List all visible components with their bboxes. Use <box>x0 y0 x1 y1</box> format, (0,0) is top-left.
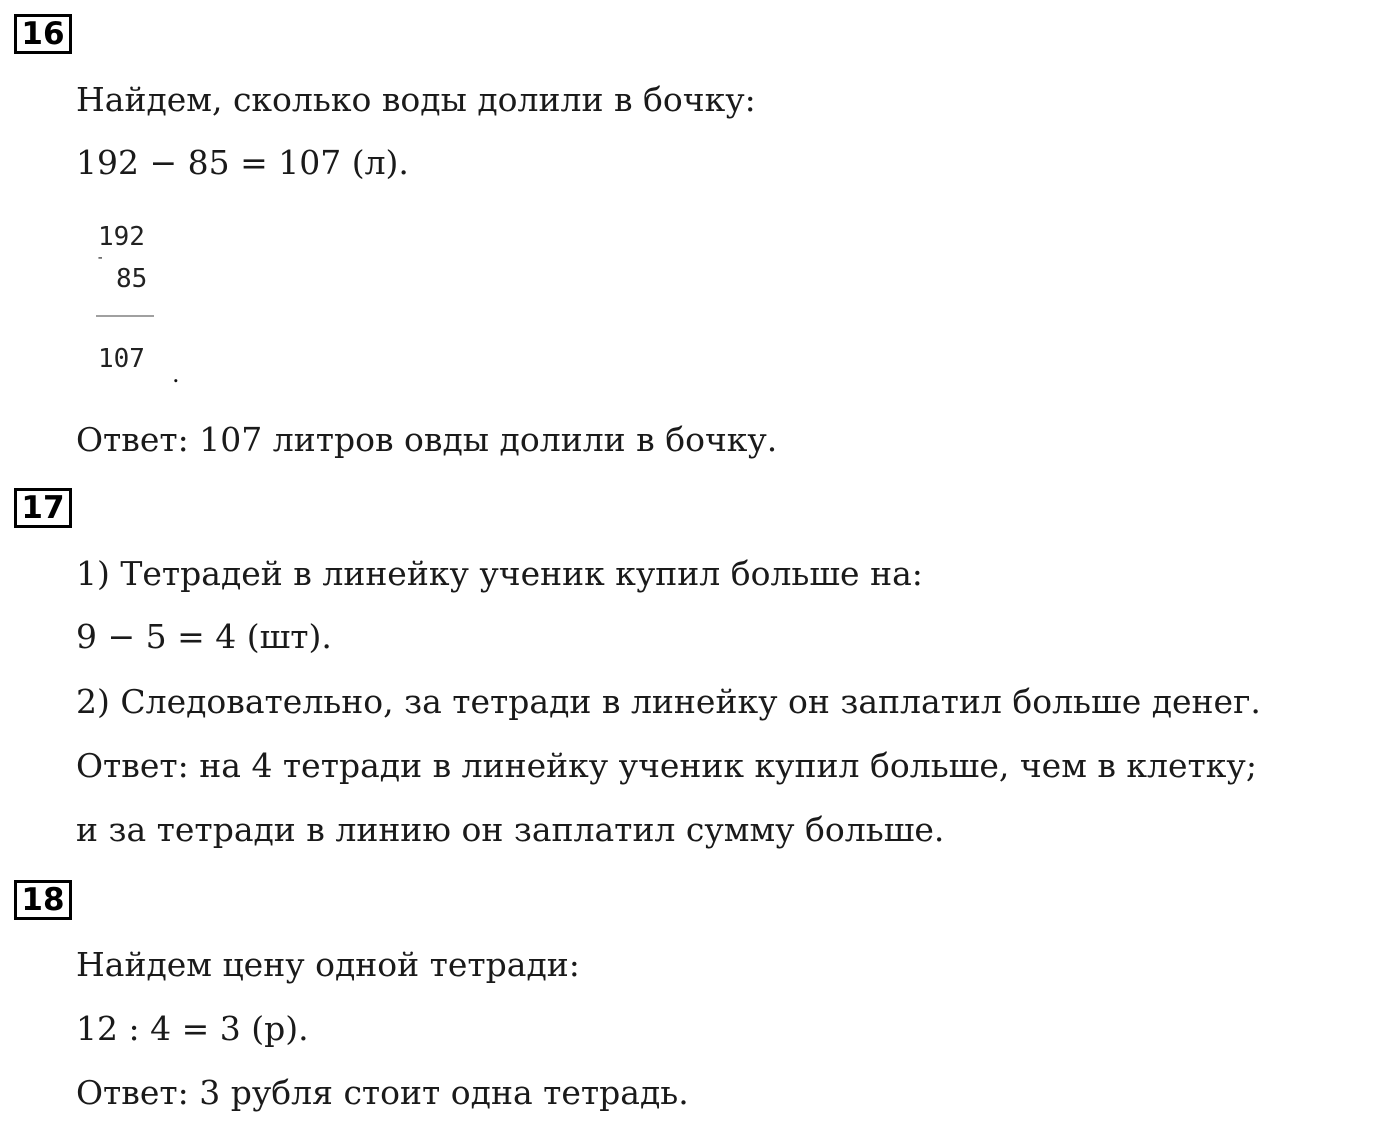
task-16-line-1: Найдем, сколько воды долили в бочку: <box>76 80 756 119</box>
task-16-line-2: 192 − 85 = 107 (л). <box>76 143 409 182</box>
column-rule-line <box>96 315 154 317</box>
column-minus-sign: - <box>96 250 105 266</box>
column-result: 107 <box>98 344 145 374</box>
column-subtrahend: 85 <box>116 264 148 294</box>
task-18-line-2: 12 : 4 = 3 (р). <box>76 1009 309 1048</box>
task-17-line-5: и за тетради в линию он заплатил сумму больше. <box>76 810 945 849</box>
task-number-16: 16 <box>14 14 72 54</box>
task-17-line-2: 9 − 5 = 4 (шт). <box>76 617 332 656</box>
task-18-line-3: Ответ: 3 рубля стоит одна тетрадь. <box>76 1073 689 1112</box>
task-18-line-1: Найдем цену одной тетради: <box>76 945 580 984</box>
task-17-line-1: 1) Тетрадей в линейку ученик купил больше на: <box>76 554 923 593</box>
task-17-line-3: 2) Следовательно, за тетради в линейку он заплатил больше денег. <box>76 682 1261 721</box>
column-subtraction <box>94 222 164 382</box>
column-minuend: 192 <box>98 222 145 252</box>
task-number-17: 17 <box>14 488 72 528</box>
task-16-answer: Ответ: 107 литров овды долили в бочку. <box>76 420 778 459</box>
task-number-18: 18 <box>14 880 72 920</box>
column-trailing-dot: . <box>172 360 180 388</box>
task-17-line-4: Ответ: на 4 тетради в линейку ученик купил больше, чем в клетку; <box>76 746 1257 785</box>
